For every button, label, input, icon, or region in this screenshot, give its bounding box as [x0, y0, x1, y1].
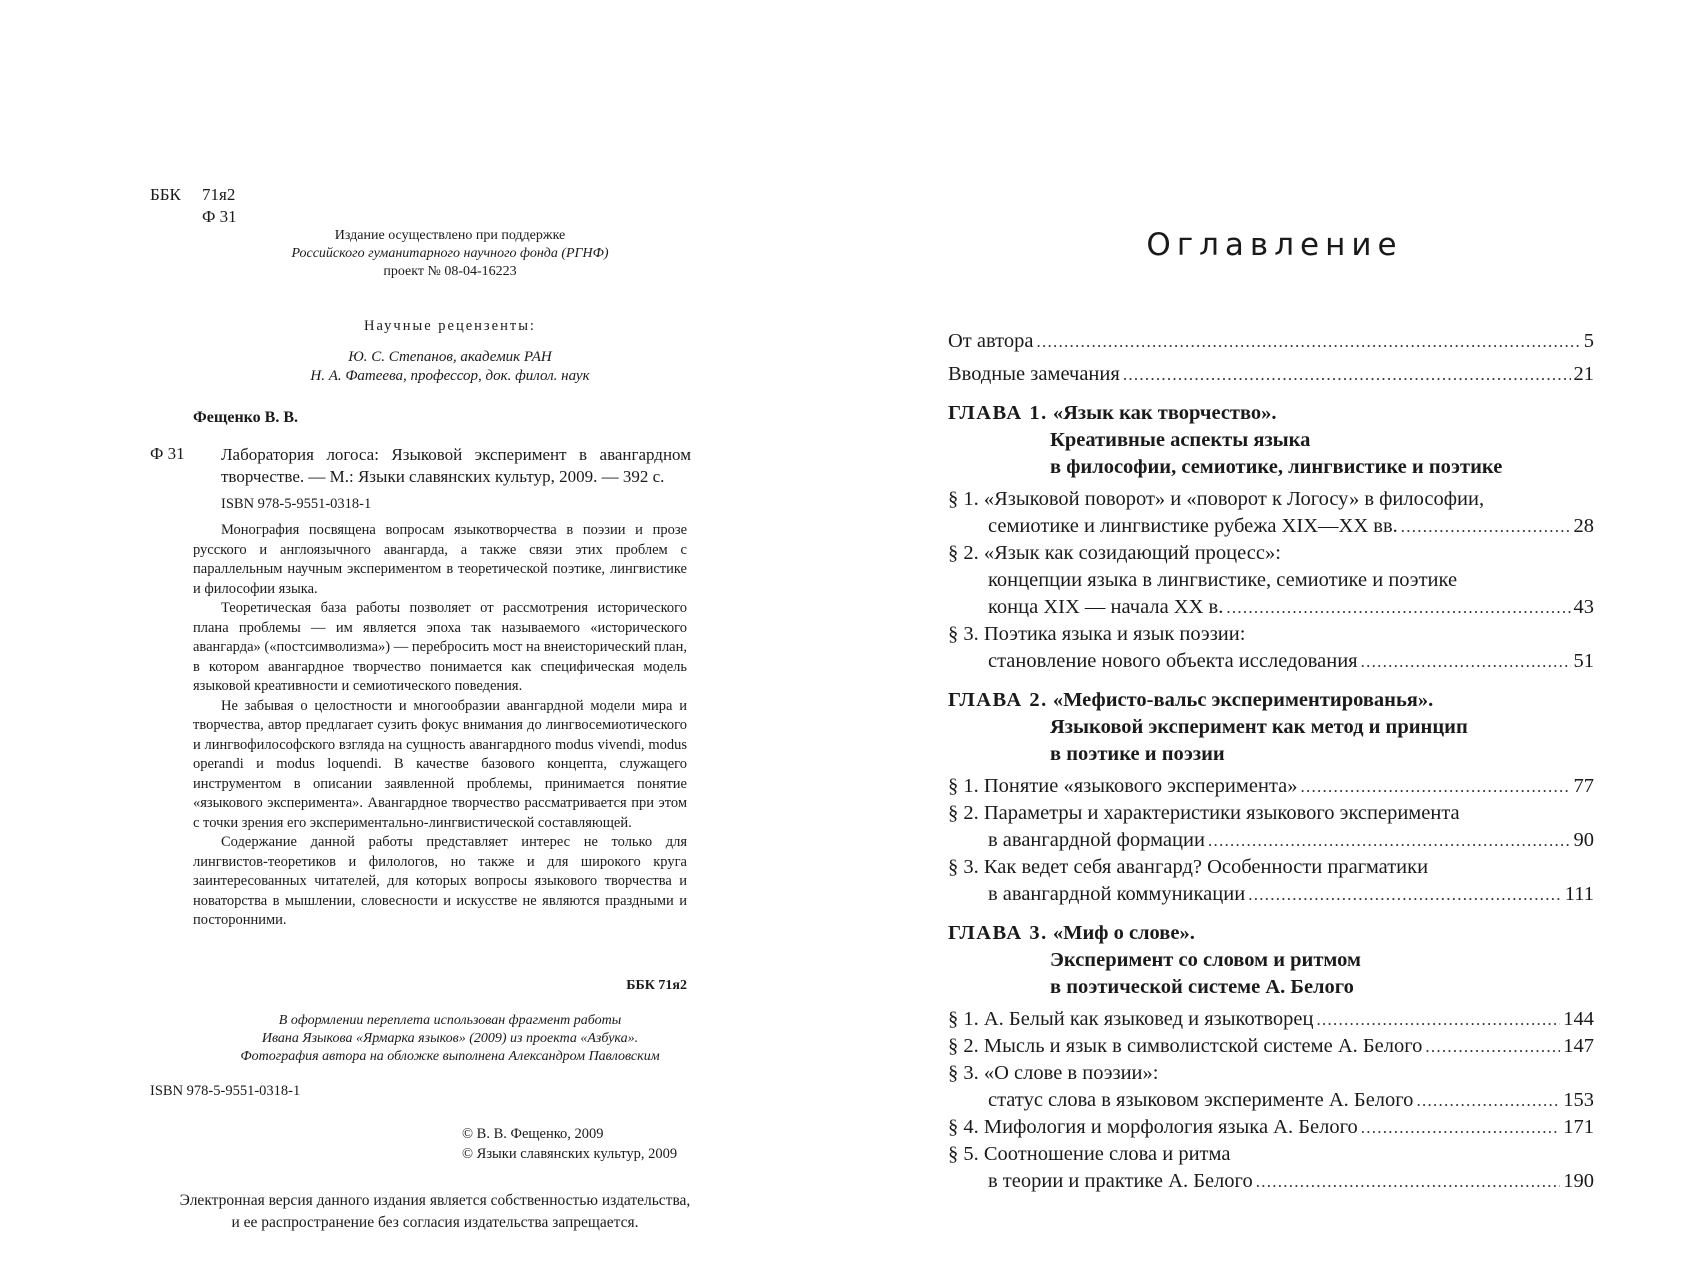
- toc-entry[interactable]: [948, 361, 1594, 388]
- toc-entry[interactable]: [948, 1087, 1594, 1114]
- annotation-paragraph: Монография посвящена вопросам языкотворчества в поэзии и прозе русского и англоязычного авангарда, а также связи этих проблем с параллельным научным экспериментом в теоретической поэтике, лингвистике и философии языка.: [193, 522, 687, 597]
- leader-dots: [1226, 594, 1570, 621]
- toc-page-number: 21: [1573, 363, 1594, 385]
- notice-line: и ее распространение без согласия издательства запрещается.: [231, 1214, 639, 1231]
- chapter-label: ГЛАВА 3.: [948, 922, 1048, 944]
- chapter-heading[interactable]: [948, 920, 1594, 1001]
- toc-page-number: 90: [1573, 829, 1594, 851]
- cover-credit-line: Фотография автора на обложке выполнена Александром Павловским: [240, 1049, 660, 1064]
- toc-entry[interactable]: [948, 1033, 1594, 1060]
- toc-entry-title: § 1. Понятие «языкового эксперимента»: [948, 775, 1298, 797]
- reviewer-item: Ю. С. Степанов, академик РАН: [348, 349, 552, 365]
- reviewer-item: Н. А. Фатеева, профессор, док. филол. наук: [310, 368, 590, 384]
- chapter-heading[interactable]: [948, 687, 1594, 768]
- chapter-label: ГЛАВА 1.: [948, 402, 1048, 424]
- toc-entry[interactable]: [948, 1006, 1594, 1033]
- annotation-paragraph: Теоретическая база работы позволяет от рассмотрения исторического плана проблемы — им является эпоха так называемого «исторического авангарда» («постсимволизма») — перебросить мост на внеисторический план, в котором авангардное творчество понимается как специфическая модель языковой креативности и семиотического поведения.: [193, 600, 687, 694]
- toc-entry-title: становление нового объекта исследования: [988, 650, 1358, 672]
- leader-dots: [1401, 513, 1571, 540]
- toc-entry-title: Вводные замечания: [948, 363, 1120, 385]
- funding-note: [200, 227, 700, 281]
- bbk-code: 71я2: [202, 185, 236, 204]
- toc-section-line[interactable]: § 2. Параметры и характеристики языкового эксперимента: [948, 802, 1460, 824]
- bbk-classification: [150, 184, 237, 226]
- funding-organization: Российского гуманитарного научного фонда (РГНФ): [291, 246, 609, 261]
- chapter-title: «Язык как творчество».: [1052, 402, 1277, 424]
- toc-entry-title: конца XIX — начала XX в.: [988, 596, 1224, 618]
- bib-line: творчестве. — М.: Языки славянских культур, 2009. — 392 с.: [221, 467, 665, 486]
- toc-page-number: 51: [1573, 650, 1594, 672]
- leader-dots: [1317, 1006, 1561, 1033]
- isbn: ISBN 978-5-9551-0318-1: [221, 496, 372, 512]
- chapter-subtitle: в поэтике и поэзии: [1050, 743, 1225, 765]
- leader-dots: [1123, 361, 1571, 388]
- annotation-paragraph: Не забывая о целостности и многообразии авангардной модели мира и творчества, автор предлагает сузить фокус внимания до лингвосемиотического и лингвофилософского взгляда на сущность авангардного modus vivendi, modus operandi и modus loquendi. В качестве базового концепта, служащего инструментом в описании заявленной проблемы, принимается понятие «языкового эксперимента». Авангардное творчество рассматривается при этом с точки зрения его экспериментально-лингвистической составляющей.: [193, 697, 687, 831]
- bib-line: Лаборатория логоса: Языковой эксперимент в авангардном: [221, 445, 691, 464]
- chapter-title: «Миф о слове».: [1052, 922, 1195, 944]
- toc-entry-title: в авангардной коммуникации: [988, 883, 1246, 905]
- page-title: Оглавление: [1146, 227, 1403, 263]
- isbn-bottom: ISBN 978-5-9551-0318-1: [150, 1083, 301, 1099]
- toc-entry[interactable]: [948, 594, 1594, 621]
- toc-entry-title: семиотике и лингвистике рубежа XIX—XX вв.: [988, 515, 1398, 537]
- leader-dots: [1361, 1114, 1561, 1141]
- toc-entry-title: статус слова в языковом эксперименте А. Белого: [988, 1089, 1414, 1111]
- copyright-line: © Языки славянских культур, 2009: [462, 1146, 678, 1162]
- leader-dots: [1301, 773, 1571, 800]
- electronic-version-notice: [130, 1190, 740, 1234]
- chapter-heading[interactable]: [948, 400, 1594, 481]
- funding-line: Издание осуществлено при поддержке: [334, 228, 566, 243]
- chapter-subtitle: в поэтической системе А. Белого: [1050, 976, 1354, 998]
- toc-page-number: 111: [1564, 883, 1594, 905]
- toc-entry[interactable]: [948, 648, 1594, 675]
- chapter-subtitle: Эксперимент со словом и ритмом: [1050, 949, 1361, 971]
- author-mark: Ф 31: [202, 207, 237, 226]
- toc-entry-title: в авангардной формации: [988, 829, 1205, 851]
- leader-dots: [1208, 827, 1571, 854]
- toc-page-number: 5: [1583, 330, 1594, 352]
- bbk-footer-code: ББК 71я2: [626, 978, 687, 993]
- chapter-label: ГЛАВА 2.: [948, 689, 1048, 711]
- toc-entry[interactable]: [948, 773, 1594, 800]
- toc-entry-title: в теории и практике А. Белого: [988, 1170, 1253, 1192]
- copyright-line: © В. В. Фещенко, 2009: [462, 1126, 604, 1142]
- toc-section-line[interactable]: концепции языка в лингвистике, семиотике и поэтике: [988, 569, 1458, 591]
- toc-page-number: 147: [1563, 1035, 1594, 1057]
- toc-section-line[interactable]: § 1. «Языковой поворот» и «поворот к Логосу» в философии,: [948, 488, 1485, 510]
- annotation-paragraph: Содержание данной работы представляет интерес не только для лингвистов-теоретиков и филологов, но также и для широкого круга заинтересованных читателей, для которых вопросы языкового творчества и новаторства в мышлении, словесности и искусстве не являются праздными и посторонними.: [193, 834, 687, 928]
- toc-entry[interactable]: [948, 513, 1594, 540]
- toc-section-line[interactable]: § 3. Поэтика языка и язык поэзии:: [948, 623, 1246, 645]
- toc-section-line[interactable]: § 3. «О слове в поэзии»:: [948, 1062, 1159, 1084]
- copyright: [462, 1124, 677, 1164]
- bibliographic-record: [221, 444, 691, 488]
- toc-page-number: 28: [1573, 515, 1594, 537]
- chapter-subtitle: Языковой эксперимент как метод и принцип: [1050, 716, 1468, 738]
- chapter-subtitle: Креативные аспекты языка: [1050, 429, 1311, 451]
- annotation: [193, 521, 687, 931]
- bbk-label: ББК: [150, 185, 181, 204]
- chapter-subtitle: в философии, семиотике, лингвистике и поэтике: [1050, 456, 1503, 478]
- toc-section-line[interactable]: § 3. Как ведет себя авангард? Особенности прагматики: [948, 856, 1429, 878]
- toc-page-number: 77: [1573, 775, 1594, 797]
- leader-dots: [1361, 648, 1571, 675]
- toc-page-number: 190: [1563, 1170, 1594, 1192]
- notice-line: Электронная версия данного издания является собственностью издательства,: [179, 1192, 691, 1209]
- toc-entry-title: § 1. А. Белый как языковед и языкотворец: [948, 1008, 1314, 1030]
- cover-credit-line: Ивана Языкова «Ярмарка языков» (2009) из проекта «Азбука».: [261, 1031, 639, 1046]
- leader-dots: [1416, 1087, 1560, 1114]
- bib-author-code: Ф 31: [150, 444, 185, 463]
- cover-credit-line: В оформлении переплета использован фрагмент работы: [278, 1013, 622, 1028]
- toc-page-number: 43: [1573, 596, 1594, 618]
- toc-entry[interactable]: [948, 1114, 1594, 1141]
- toc-entry[interactable]: [948, 881, 1594, 908]
- chapter-title: «Мефисто-вальс экспериментированья».: [1052, 689, 1434, 711]
- table-of-contents: [948, 328, 1594, 1195]
- toc-section-line[interactable]: § 5. Соотношение слова и ритма: [948, 1143, 1231, 1165]
- leader-dots: [1248, 881, 1562, 908]
- toc-page-number: 144: [1563, 1008, 1594, 1030]
- toc-entry-title: § 4. Мифология и морфология языка А. Белого: [948, 1116, 1358, 1138]
- toc-entry[interactable]: [948, 827, 1594, 854]
- toc-entry[interactable]: [948, 1168, 1594, 1195]
- leader-dots: [1036, 328, 1580, 355]
- cover-credits: [200, 1012, 700, 1066]
- toc-entry-title: От автора: [948, 330, 1034, 352]
- funding-project: проект № 08-04-16223: [383, 264, 517, 279]
- leader-dots: [1256, 1168, 1561, 1195]
- toc-entry[interactable]: [948, 328, 1594, 355]
- toc-page-number: 171: [1563, 1116, 1594, 1138]
- toc-page-number: 153: [1563, 1089, 1594, 1111]
- leader-dots: [1425, 1033, 1560, 1060]
- reviewers-heading: Научные рецензенты:: [364, 318, 536, 334]
- toc-section-line[interactable]: § 2. «Язык как созидающий процесс»:: [948, 542, 1281, 564]
- author-name: Фещенко В. В.: [193, 409, 299, 426]
- toc-entry-title: § 2. Мысль и язык в символистской системе А. Белого: [948, 1035, 1423, 1057]
